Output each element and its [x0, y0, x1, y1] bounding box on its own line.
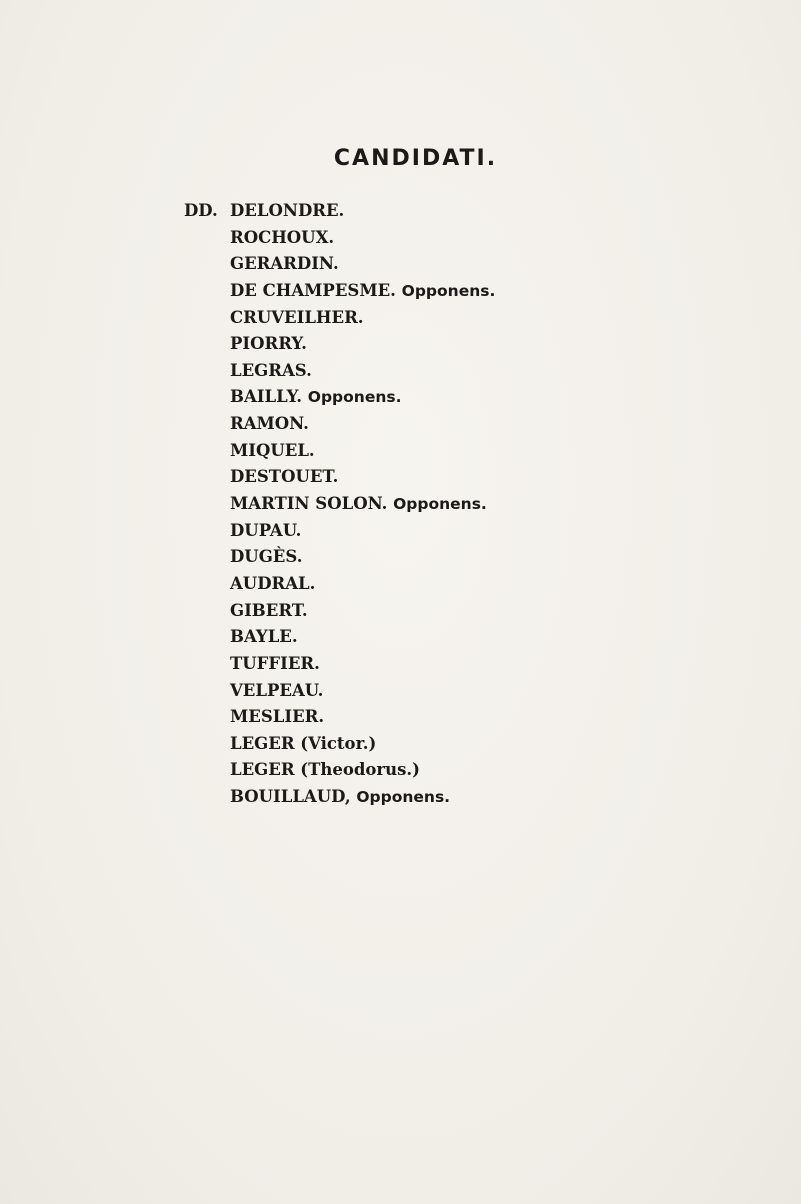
candidate-entry — [184, 571, 495, 598]
candidate-entry — [184, 331, 495, 358]
candidate-entry — [184, 464, 495, 491]
candidate-name: BOUILLAUD, — [230, 787, 351, 807]
candidate-name: LEGER (Theodorus.) — [230, 760, 420, 780]
candidate-note: Opponens. — [356, 788, 451, 807]
candidate-name: DUPAU. — [230, 520, 302, 540]
candidate-name: CRUVEILHER. — [230, 307, 364, 327]
candidate-entry — [184, 438, 495, 465]
candidate-note: Opponens. — [401, 281, 496, 300]
candidate-name: GERARDIN. — [230, 254, 339, 274]
candidate-name: DESTOUET. — [230, 467, 339, 487]
candidate-entry — [184, 411, 495, 438]
candidate-name: ROCHOUX. — [230, 227, 335, 247]
candidate-entry — [184, 598, 495, 625]
candidate-entry — [184, 384, 495, 411]
candidate-name: DELONDRE. — [230, 201, 345, 220]
candidate-name: BAYLE. — [230, 627, 298, 647]
candidate-name: VELPEAU. — [230, 680, 324, 700]
candidate-name: MESLIER. — [230, 707, 325, 727]
candidate-entry — [184, 251, 495, 278]
candidate-note: Opponens. — [307, 388, 402, 407]
candidate-name: TUFFIER. — [230, 653, 320, 673]
candidate-name: GIBERT. — [230, 600, 308, 620]
candidate-entry — [184, 491, 495, 518]
candidate-name: RAMON. — [230, 414, 309, 434]
page-title: CANDIDATI. — [333, 146, 498, 171]
candidate-entry — [184, 624, 495, 651]
candidate-name: DUGÈS. — [230, 547, 303, 567]
candidate-entry — [184, 198, 495, 225]
candidate-list — [184, 198, 495, 811]
candidate-entry — [184, 518, 495, 545]
list-prefix: DD. — [184, 201, 218, 220]
candidate-name: PIORRY. — [230, 334, 307, 354]
candidate-entry — [184, 358, 495, 385]
candidate-entry — [184, 731, 495, 758]
candidate-name: MARTIN SOLON. — [230, 494, 388, 514]
candidate-entry — [184, 678, 495, 705]
candidate-name: LEGER (Victor.) — [230, 733, 377, 753]
candidate-note: Opponens. — [393, 495, 487, 514]
candidate-name: MIQUEL. — [230, 440, 315, 460]
candidate-entry — [184, 225, 495, 252]
candidate-entry — [184, 305, 495, 332]
candidate-name: AUDRAL. — [230, 573, 316, 593]
candidate-entry — [184, 651, 495, 678]
candidate-entry — [184, 544, 495, 571]
candidate-name: BAILLY. — [230, 387, 303, 407]
candidate-entry — [184, 704, 495, 731]
candidate-entry — [184, 784, 495, 811]
candidate-entry — [184, 757, 495, 784]
candidate-entry — [184, 278, 495, 305]
candidate-name: LEGRAS. — [230, 360, 312, 380]
candidate-name: DE CHAMPESME. — [230, 280, 396, 300]
